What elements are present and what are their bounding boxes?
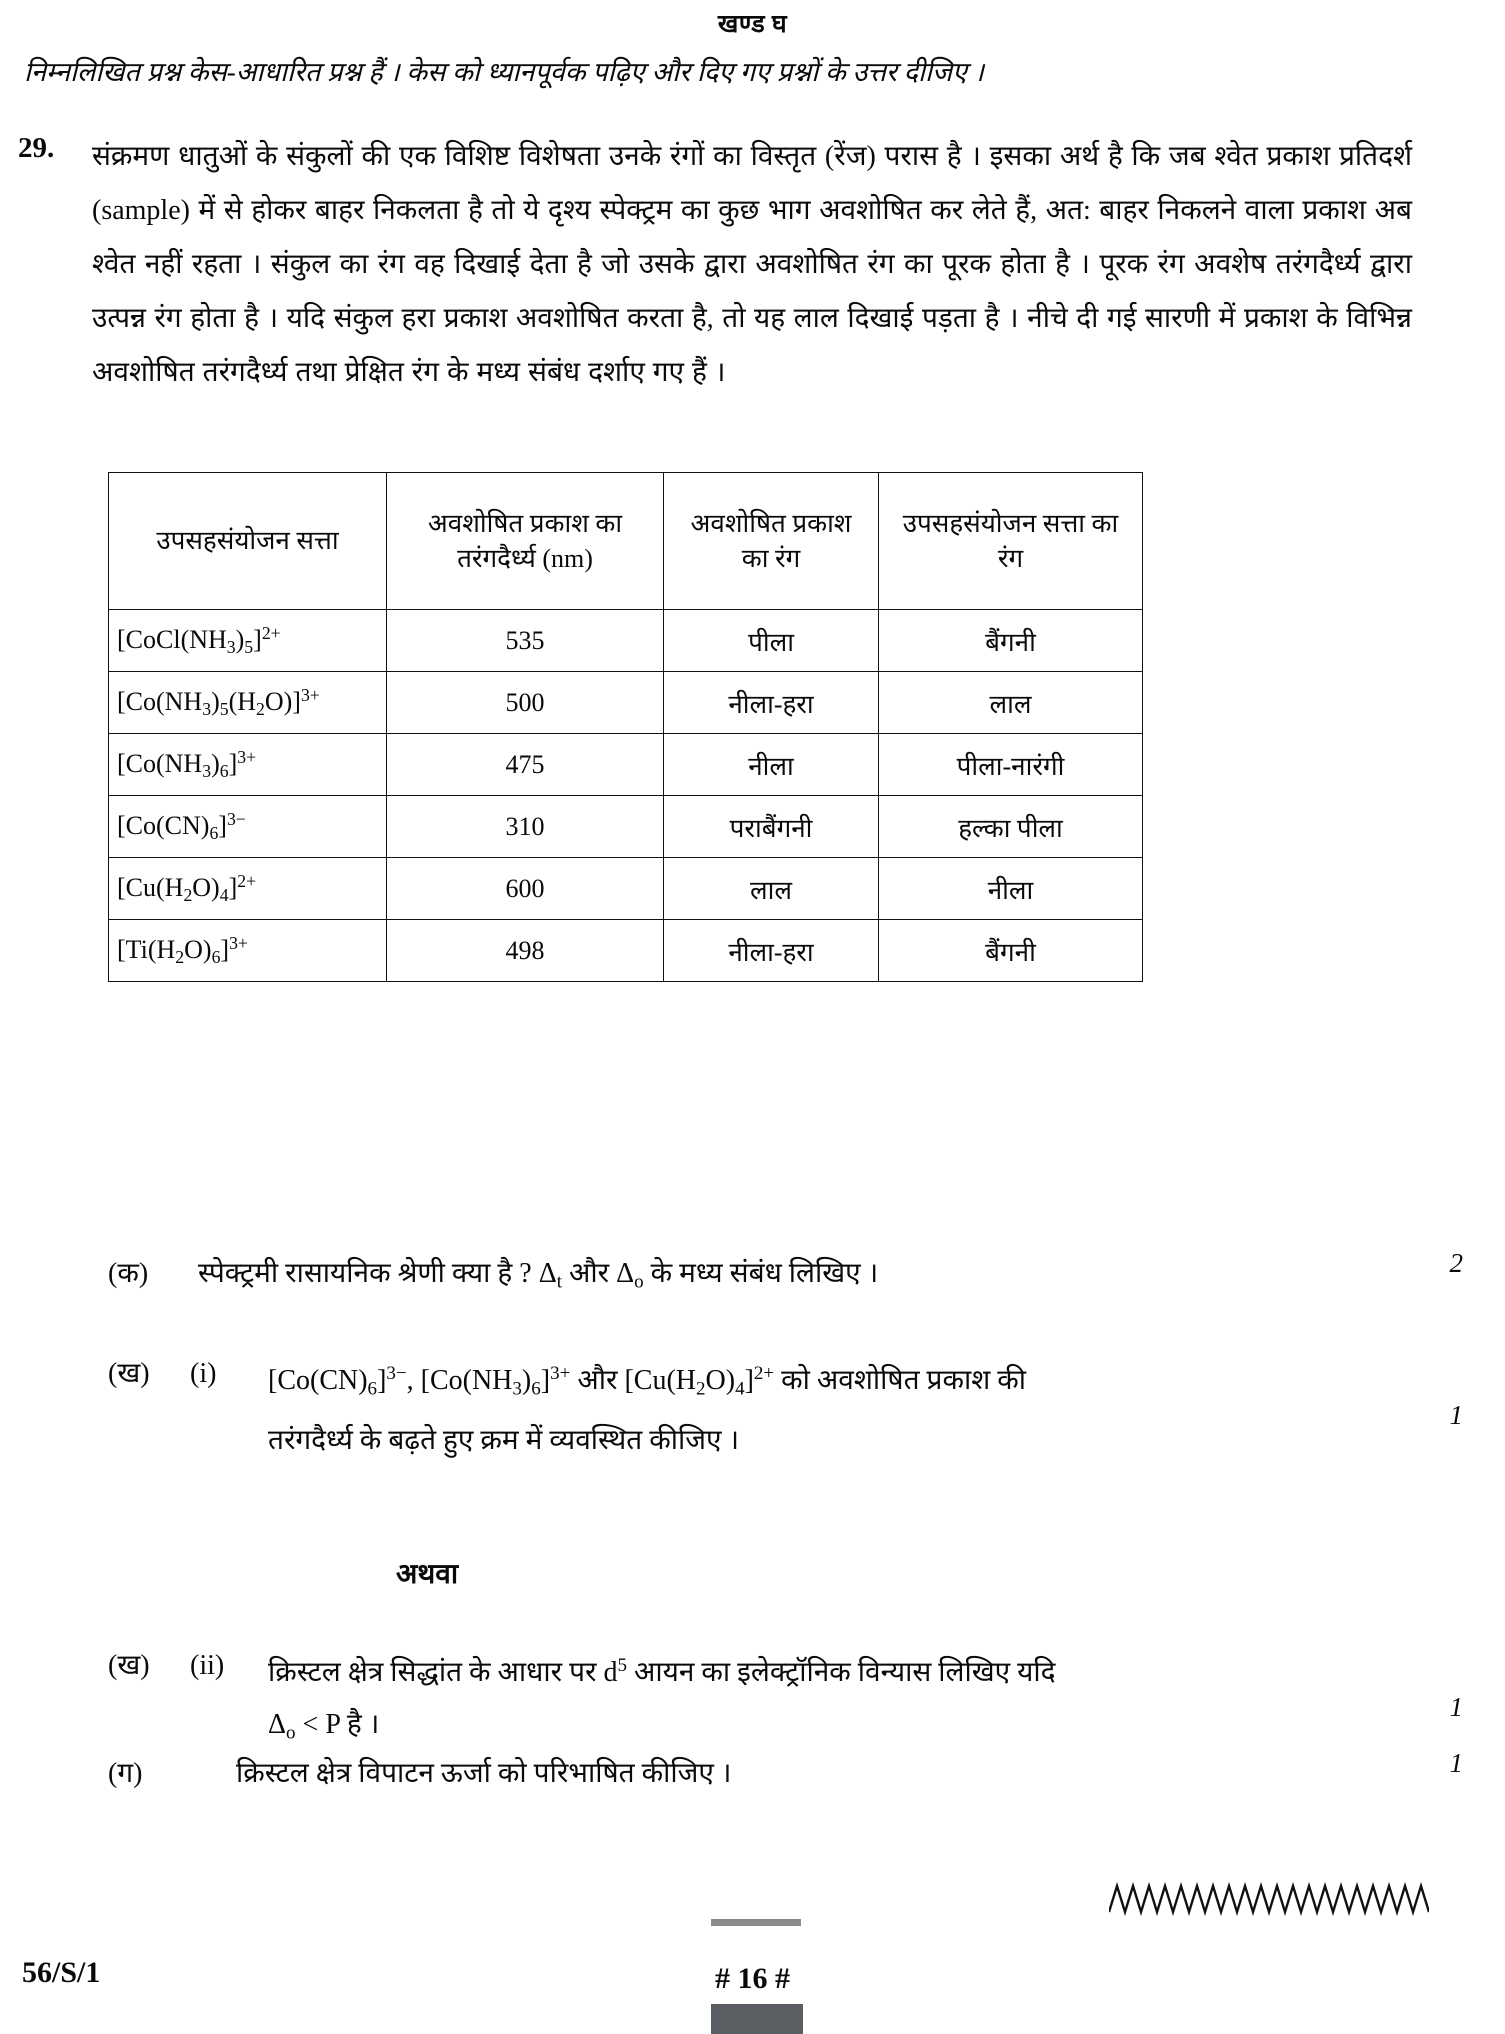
- table-row: [109, 610, 1143, 672]
- page-marker-bar-top: [711, 1919, 801, 1926]
- cell-wavelength: 600: [387, 858, 664, 920]
- marks-subquestion-c: 1: [1449, 1748, 1463, 1778]
- squiggle-mark: [1109, 1882, 1429, 1916]
- subquestion-a-text-post: के मध्य संबंध लिखिए ।: [643, 1258, 879, 1289]
- col-header-absorbed-colour-line2: का रंग: [741, 544, 801, 573]
- col-header-observed-colour: [879, 473, 1143, 610]
- subquestion-b-i: [108, 1348, 1408, 1467]
- table-row: [109, 796, 1143, 858]
- subquestion-b-ii-roman: (ii): [190, 1650, 225, 1681]
- cell-coordination-entity: $[Ti(H_2O)_6]^{3+}$: [109, 920, 387, 982]
- cell-absorbed-colour: पीला: [664, 610, 879, 672]
- cell-observed-colour: लाल: [879, 672, 1143, 734]
- cell-coordination-entity: $[Cu(H_2O)_4]^{2+}$: [109, 858, 387, 920]
- table-header-row: [109, 473, 1143, 610]
- cell-wavelength: 535: [387, 610, 664, 672]
- colour-table-wrapper: [108, 472, 1142, 982]
- subquestion-b-ii: [108, 1640, 1408, 1759]
- cell-absorbed-colour: पराबैंगनी: [664, 796, 879, 858]
- cell-observed-colour: पीला-नारंगी: [879, 734, 1143, 796]
- cell-absorbed-colour: नीला: [664, 734, 879, 796]
- delta-t-symbol: $\Delta_t$: [538, 1258, 562, 1293]
- subquestion-a-text-pre: स्पेक्ट्रमी रासायनिक श्रेणी क्या है ?: [198, 1258, 539, 1289]
- cell-observed-colour: बैंगनी: [879, 610, 1143, 672]
- table-row: [109, 920, 1143, 982]
- subquestion-a: [108, 1248, 1408, 1308]
- subquestion-c-text: क्रिस्टल क्षेत्र विपाटन ऊर्जा को परिभाषित कीजिए ।: [236, 1758, 732, 1789]
- subquestion-a-text: [198, 1248, 1408, 1308]
- subquestion-a-label: (क): [108, 1258, 149, 1289]
- d5-symbol: $d^5$: [603, 1655, 627, 1688]
- or-divider: अथवा: [396, 1559, 459, 1590]
- cell-wavelength: 498: [387, 920, 664, 982]
- question-number: 29.: [18, 132, 55, 164]
- page-marker-bar-bottom: [711, 2004, 803, 2034]
- delta-o-condition: $\Delta_o < P$ है ।: [268, 1708, 380, 1744]
- table-row: [109, 858, 1143, 920]
- subquestion-b-i-label: (ख): [108, 1358, 150, 1389]
- subquestion-b-i-line2: तरंगदैर्ध्य के बढ़ते हुए क्रम में व्यवस्थित कीजिए ।: [268, 1425, 740, 1457]
- col-header-entity-line1: उपसहसंयोजन सत्ता: [156, 526, 339, 556]
- col-header-observed-colour-line2: रंग: [997, 544, 1024, 573]
- case-paragraph: संक्रमण धातुओं के संकुलों की एक विशिष्ट विशेषता उनके रंगों का विस्तृत (रेंज) परास है । इसका अर्थ है कि जब श्वेत प्रकाश प्रतिदर्श (sample) में से होकर बाहर निकलता है तो ये दृश्य स्पेक्ट्रम का कुछ भाग अवशोषित कर लेते हैं, अत: बाहर निकलने वाला प्रकाश अब श्वेत नहीं रहता । संकुल का रंग वह दिखाई देता है जो उसके द्वारा अवशोषित रंग का पूरक होता है । पूरक रंग अवशेष तरंगदैर्ध्य द्वारा उत्पन्न रंग होता है । यदि संकुल हरा प्रकाश अवशोषित करता है, तो यह लाल दिखाई पड़ता है । नीचे दी गई सारणी में प्रकाश के विभिन्न अवशोषित तरंगदैर्ध्य तथा प्रेक्षित रंग के मध्य संबंध दर्शाए गए हैं ।: [92, 141, 1413, 388]
- cell-coordination-entity: $[Co(CN)_6]^{3-}$: [109, 796, 387, 858]
- subquestion-b-ii-text-pre: क्रिस्टल क्षेत्र सिद्धांत के आधार पर: [268, 1656, 604, 1688]
- table-row: [109, 734, 1143, 796]
- subquestion-c: [108, 1748, 1408, 1800]
- cell-wavelength: 475: [387, 734, 664, 796]
- section-heading: खण्ड घ: [717, 11, 788, 38]
- marks-subquestion-a: 2: [1449, 1248, 1463, 1278]
- col-header-entity: [109, 473, 387, 610]
- table-body: [109, 610, 1143, 982]
- col-header-wavelength-line1: अवशोषित प्रकाश का: [427, 508, 623, 538]
- table-row: [109, 672, 1143, 734]
- question-body: [92, 130, 1412, 400]
- cell-coordination-entity: $[Co(NH_3)_6]^{3+}$: [109, 734, 387, 796]
- col-header-wavelength-line2: तरंगदैर्ध्य (nm): [457, 544, 593, 573]
- col-header-absorbed-colour: [664, 473, 879, 610]
- formula-hexacyanocobaltate: $[Co(CN)_6]^{3-}$: [268, 1363, 407, 1400]
- cell-observed-colour: हल्का पीला: [879, 796, 1143, 858]
- formula-tetraaquacopper: $[Cu(H_2O)_4]^{2+}$: [624, 1363, 775, 1400]
- subquestion-a-text-mid: और: [562, 1258, 617, 1289]
- marks-subquestion-b-ii: 1: [1449, 1692, 1463, 1722]
- cell-absorbed-colour: लाल: [664, 858, 879, 920]
- formula-hexaamminecobalt: $[Co(NH_3)_6]^{3+}$: [420, 1363, 571, 1400]
- col-header-observed-colour-line1: उपसहसंयोजन सत्ता का: [902, 508, 1119, 538]
- cell-observed-colour: नीला: [879, 858, 1143, 920]
- table-head: [109, 473, 1143, 610]
- subquestion-b-ii-label: (ख): [108, 1650, 150, 1681]
- page-marker: # 16 #: [715, 1962, 790, 1995]
- col-header-absorbed-colour-line1: अवशोषित प्रकाश: [690, 508, 852, 538]
- cell-wavelength: 500: [387, 672, 664, 734]
- subquestion-b-i-text: $[Co(CN)_6]^{3-}$, $[Co(NH_3)_6]^{3+}$ और $[Cu(H_2O)_4]^{2+}$ को अवशोषित प्रकाश की तरंगदैर्ध्य के बढ़ते हुए क्रम में व्यवस्थित कीजिए ।: [268, 1363, 1027, 1457]
- subquestion-b-i-roman: (i): [190, 1358, 217, 1389]
- cell-coordination-entity: $[CoCl(NH_3)_5]^{2+}$: [109, 610, 387, 672]
- cell-coordination-entity: $[Co(NH_3)_5(H_2O)]^{3+}$: [109, 672, 387, 734]
- section-instruction: निम्नलिखित प्रश्न केस-आधारित प्रश्न हैं । केस को ध्यानपूर्वक पढ़िए और दिए गए प्रश्नों के उत्तर दीजिए ।: [24, 57, 984, 87]
- cell-observed-colour: बैंगनी: [879, 920, 1143, 982]
- col-header-wavelength: [387, 473, 664, 610]
- paper-code: 56/S/1: [22, 1956, 101, 1989]
- colour-table: [108, 472, 1143, 982]
- cell-absorbed-colour: नीला-हरा: [664, 920, 879, 982]
- cell-wavelength: 310: [387, 796, 664, 858]
- marks-subquestion-b-i: 1: [1449, 1400, 1463, 1430]
- subquestion-b-ii-text-post: आयन का इलेक्ट्रॉनिक विन्यास लिखिए यदि: [626, 1656, 1056, 1688]
- delta-o-symbol: $\Delta_o$: [616, 1258, 644, 1293]
- subquestion-b-ii-text: [268, 1640, 1408, 1759]
- subquestion-c-label: (ग): [108, 1758, 143, 1789]
- cell-absorbed-colour: नीला-हरा: [664, 672, 879, 734]
